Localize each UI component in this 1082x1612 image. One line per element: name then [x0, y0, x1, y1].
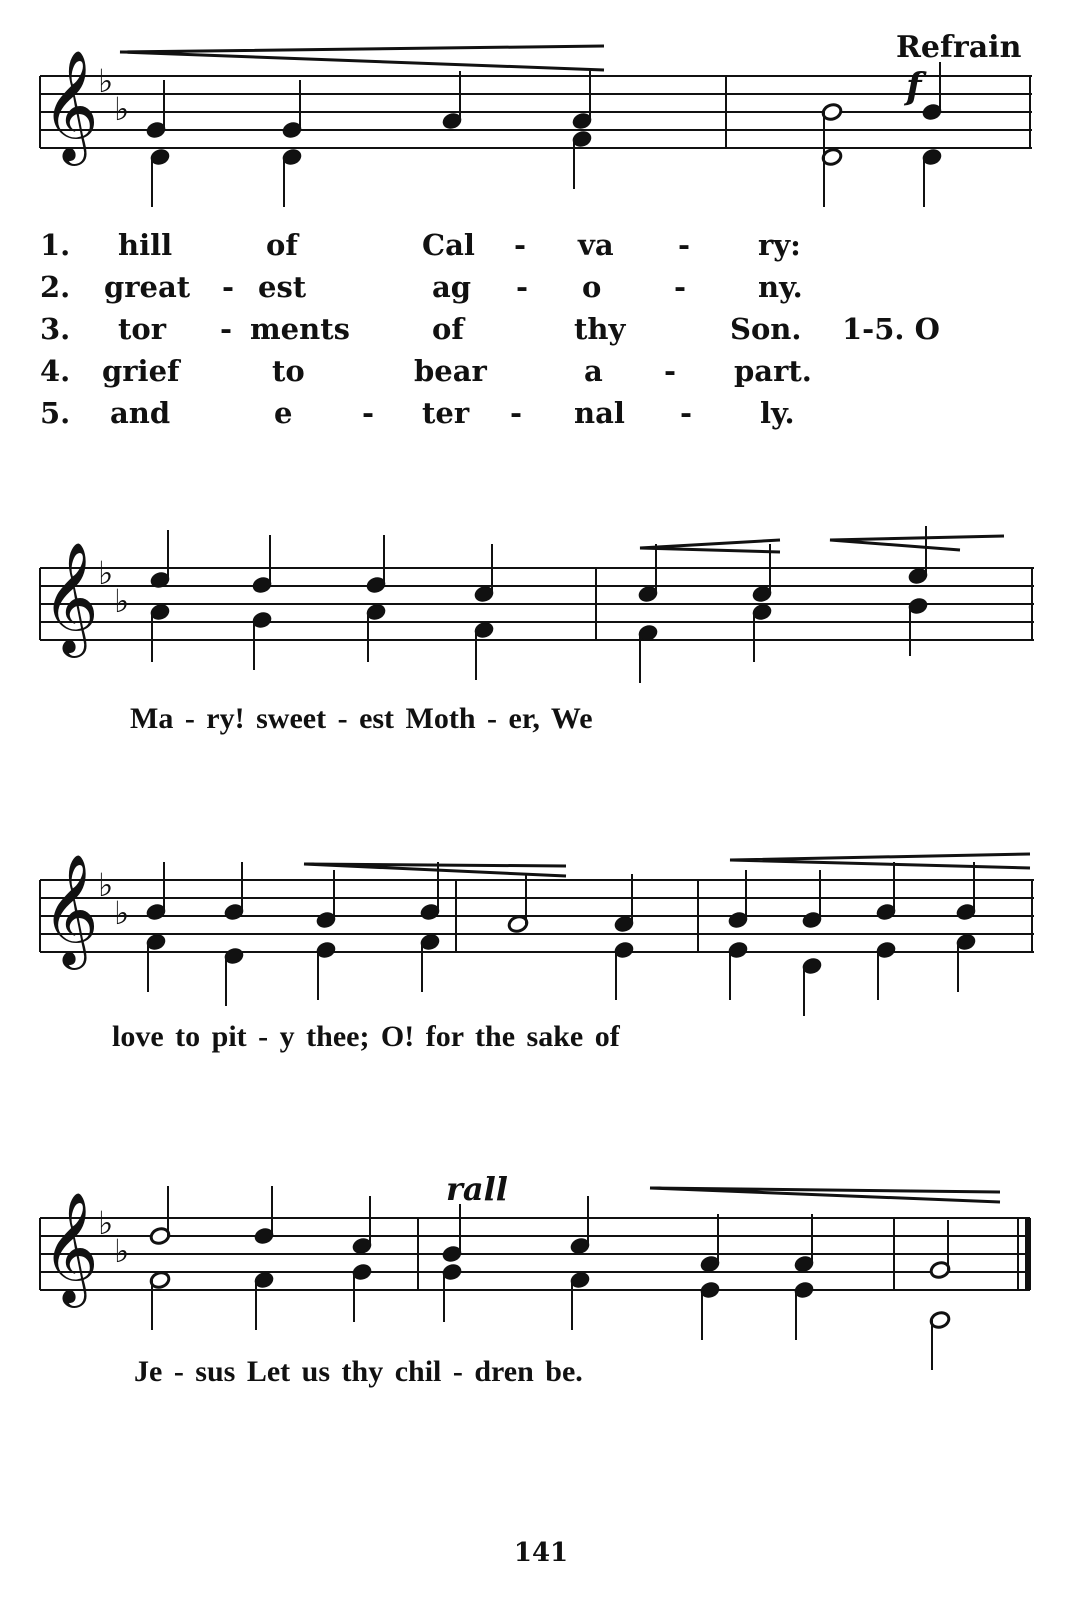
refrain-lyric-line-3: Je - sus Let us thy chil - dren be.: [134, 1355, 583, 1388]
section-label-refrain: Refrain: [896, 30, 1022, 65]
lyric-word: -: [220, 312, 233, 346]
lyric-word: ly.: [760, 396, 795, 430]
lyric-word: -: [514, 228, 527, 262]
flat-icon: ♭: [114, 582, 130, 620]
lyric-word: -: [664, 354, 677, 388]
verse-line-5: [40, 396, 1060, 436]
tempo-rall: rall: [446, 1170, 508, 1208]
hairpin: [830, 536, 1004, 550]
lyric-word: part.: [734, 354, 812, 388]
lyric-word: ter: [422, 396, 470, 430]
verse-reference: 1-5. O: [842, 312, 940, 346]
hairpin: [730, 854, 1030, 868]
verse-line-3: [40, 312, 1060, 352]
lyric-word: -: [674, 270, 687, 304]
lyric-word: bear: [414, 354, 487, 388]
lyric-word: nal: [574, 396, 625, 430]
verse-number: 5.: [40, 396, 71, 430]
refrain-lyric-line-2: love to pit - y thee; O! for the sake of: [112, 1020, 620, 1053]
lyric-word: -: [680, 396, 693, 430]
lyric-word: ag: [432, 270, 472, 304]
lyric-word: to: [272, 354, 305, 388]
lyric-word: Cal: [422, 228, 475, 262]
lyric-word: va: [578, 228, 614, 262]
lyric-word: ny.: [758, 270, 803, 304]
flat-icon: ♭: [114, 894, 130, 932]
lyric-word: e: [274, 396, 293, 430]
verse-line-2: [40, 270, 1060, 310]
flat-icon: ♭: [98, 62, 114, 100]
lyric-word: ments: [250, 312, 350, 346]
hairpin: [650, 1188, 1000, 1202]
lyric-word: and: [110, 396, 171, 430]
verse-line-1: [40, 228, 1060, 268]
dynamic-forte: f: [906, 66, 922, 108]
lyric-word: grief: [102, 354, 180, 388]
verse-number: 3.: [40, 312, 71, 346]
page-number: 141: [513, 1538, 569, 1568]
lyric-word: great: [104, 270, 191, 304]
hairpin: [120, 46, 604, 70]
lyric-word: a: [584, 354, 603, 388]
lyric-word: tor: [118, 312, 167, 346]
verse-number: 4.: [40, 354, 71, 388]
verse-number: 1.: [40, 228, 71, 262]
hairpin: [304, 864, 566, 876]
refrain-lyric-line-1: Ma - ry! sweet - est Moth - er, We: [130, 702, 593, 735]
lyric-word: o: [582, 270, 602, 304]
hairpin: [640, 540, 780, 552]
verse-number: 2.: [40, 270, 71, 304]
treble-clef-icon: 𝄞: [42, 49, 99, 161]
lyric-word: -: [222, 270, 235, 304]
lyric-word: est: [258, 270, 307, 304]
flat-icon: ♭: [98, 1204, 114, 1242]
lyric-word: hill: [118, 228, 173, 262]
treble-clef-icon: 𝄞: [42, 1191, 99, 1303]
lyric-word: -: [516, 270, 529, 304]
flat-icon: ♭: [98, 554, 114, 592]
flat-icon: ♭: [114, 90, 130, 128]
treble-clef-icon: 𝄞: [42, 541, 99, 653]
flat-icon: ♭: [98, 866, 114, 904]
lyric-word: -: [510, 396, 523, 430]
lyric-word: -: [678, 228, 691, 262]
lyric-word: ry:: [758, 228, 801, 262]
lyric-word: thy: [574, 312, 626, 346]
verse-line-4: [40, 354, 1060, 394]
lyric-word: of: [266, 228, 298, 262]
treble-clef-icon: 𝄞: [42, 853, 99, 965]
lyric-word: of: [432, 312, 464, 346]
lyric-word: -: [362, 396, 375, 430]
lyric-word: Son.: [730, 312, 802, 346]
flat-icon: ♭: [114, 1232, 130, 1270]
